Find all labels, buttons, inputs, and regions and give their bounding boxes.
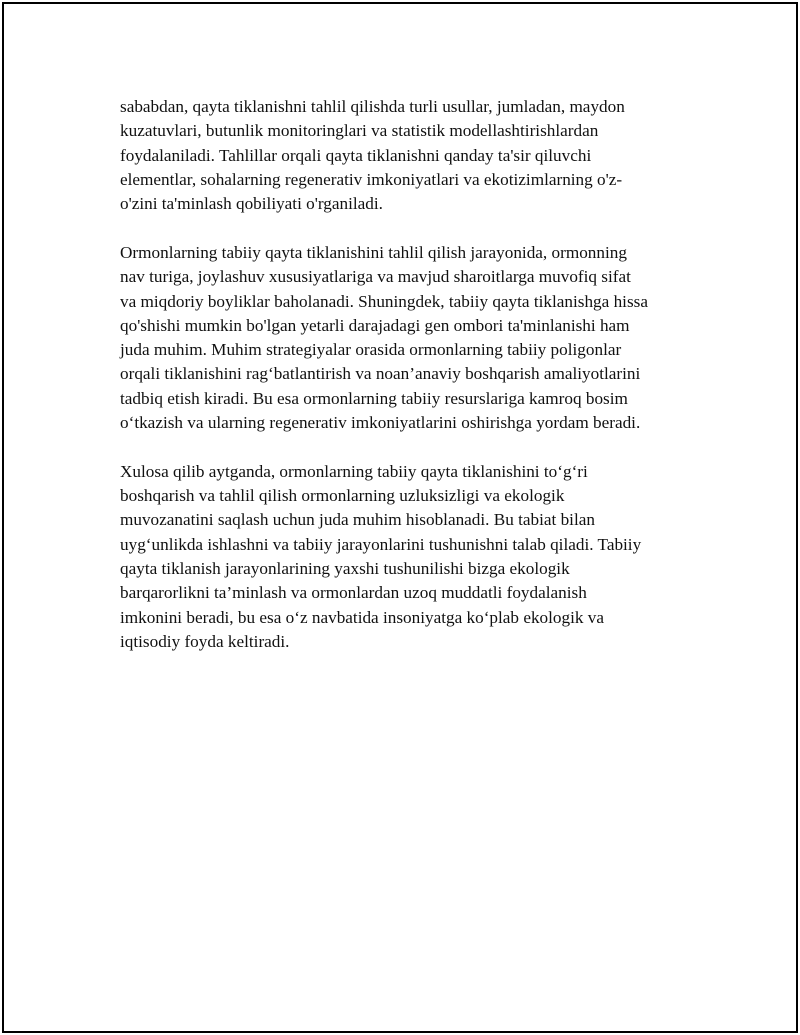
text-line: barqarorlikni ta’minlash va ormonlardan uzoq muddatli foydalanish — [120, 583, 587, 603]
text-line: Ormonlarning tabiiy qayta tiklanishini tahlil qilish jarayonida, ormonning — [120, 242, 627, 262]
text-line: Xulosa qilib aytganda, ormonlarning tabiiy qayta tiklanishini to‘g‘ri — [120, 461, 588, 481]
paragraph-3 — [120, 460, 685, 654]
text-line: sababdan, qayta tiklanishni tahlil qilishda turli usullar, jumladan, maydon — [120, 97, 625, 116]
text-line: va miqdoriy boyliklar baholanadi. Shuningdek, tabiiy qayta tiklanishga hissa — [120, 291, 648, 311]
text-line: boshqarish va tahlil qilish ormonlarning uzluksizligi va ekologik — [120, 486, 565, 506]
text-line: juda muhim. Muhim strategiyalar orasida ormonlarning tabiiy poligonlar — [120, 340, 622, 360]
text-line: o‘tkazish va ularning regenerativ imkoniyatlarini oshirishga yordam beradi. — [120, 413, 641, 433]
document-body — [120, 95, 685, 679]
text-line: uyg‘unlikda ishlashni va tabiiy jarayonlarini tushunishni talab qiladi. Tabiiy — [120, 534, 642, 554]
text-line: qo'shishi mumkin bo'lgan yetarli darajadagi gen ombori ta'minlanishi ham — [120, 315, 630, 335]
paragraph-2 — [120, 241, 685, 435]
text-line: nav turiga, joylashuv xususiyatlariga va mavjud sharoitlarga muvofiq sifat — [120, 267, 631, 287]
text-line: qayta tiklanish jarayonlarining yaxshi tushunilishi bizga ekologik — [120, 559, 570, 579]
text-line: orqali tiklanishini rag‘batlantirish va noan’anaviy boshqarish amaliyotlarini — [120, 364, 641, 384]
text-line: o'zini ta'minlash qobiliyati o'rganiladi. — [120, 194, 383, 214]
text-line: imkonini beradi, bu esa o‘z navbatida insoniyatga ko‘plab ekologik va — [120, 607, 604, 627]
text-line: elementlar, sohalarning regenerativ imkoniyatlari va ekotizimlarning o'z- — [120, 169, 623, 189]
text-line: muvozanatini saqlash uchun juda muhim hisoblanadi. Bu tabiat bilan — [120, 510, 595, 530]
paragraph-1 — [120, 95, 685, 216]
text-line: kuzatuvlari, butunlik monitoringlari va statistik modellashtirishlardan — [120, 121, 599, 141]
text-line: foydalaniladi. Tahlillar orqali qayta tiklanishni qanday ta'sir qiluvchi — [120, 145, 592, 165]
text-line: iqtisodiy foyda keltiradi. — [120, 631, 290, 651]
text-line: tadbiq etish kiradi. Bu esa ormonlarning tabiiy resurslariga kamroq bosim — [120, 388, 628, 408]
document-page — [2, 2, 798, 1033]
